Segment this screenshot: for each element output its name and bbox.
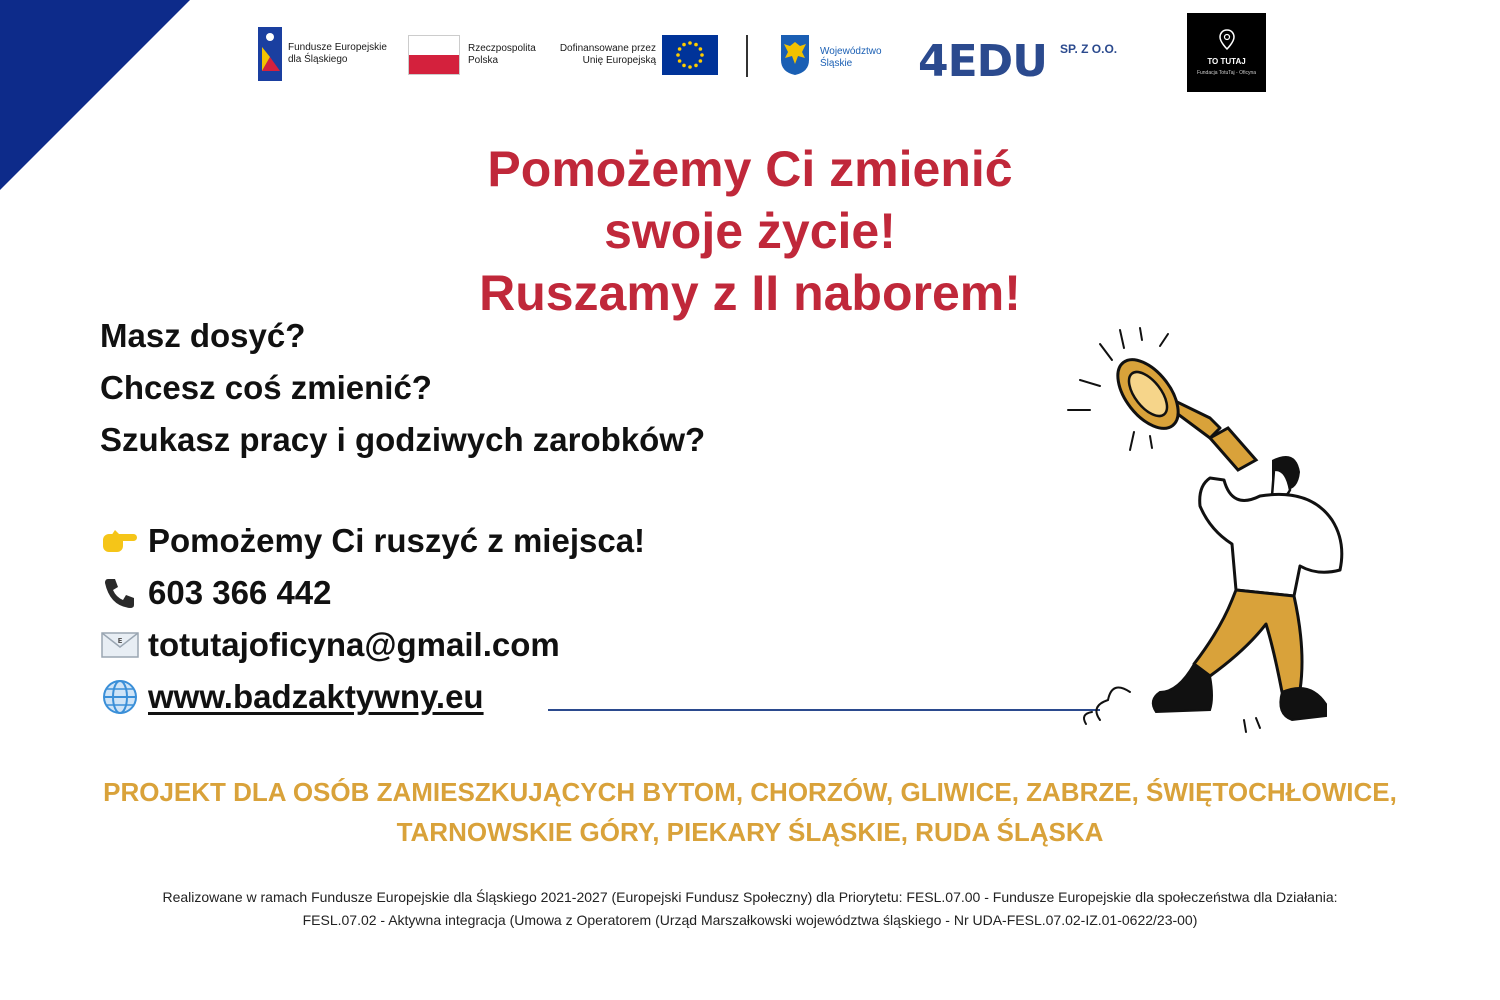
website-underline xyxy=(548,709,1100,711)
contact-website-row xyxy=(100,671,645,723)
pointing-hand-icon xyxy=(100,521,140,561)
headline-line-1: Pomożemy Ci zmienić xyxy=(487,141,1013,197)
wojewodztwo-logo xyxy=(780,34,890,81)
headline xyxy=(300,138,1200,324)
man-with-megaphone-illustration xyxy=(1060,320,1380,760)
question-2: Chcesz coś zmienić? xyxy=(100,369,432,406)
edu-logo-suffix: SP. Z O.O. xyxy=(1060,42,1118,56)
contacts-list xyxy=(100,515,645,723)
globe-icon xyxy=(100,677,140,717)
contact-email-row xyxy=(100,619,645,671)
contact-email[interactable]: totutajoficyna@gmail.com xyxy=(148,626,560,663)
website-link[interactable]: www.badzaktywny.eu xyxy=(148,678,484,715)
phone-icon xyxy=(100,573,140,613)
headline-line-3: Ruszamy z II naborem! xyxy=(479,265,1021,321)
polish-flag-icon xyxy=(408,35,460,75)
fe-logo-text: Fundusze Europejskie dla Śląskiego xyxy=(288,42,387,65)
headline-line-2: swoje życie! xyxy=(604,203,896,259)
eu-logo-text: Dofinansowane przez Unię Europejską xyxy=(559,43,656,66)
fe-emblem-icon xyxy=(258,27,282,81)
project-line-1: PROJEKT DLA OSÓB ZAMIESZKUJĄCYCH BYTOM, CHORZÓW, GLIWICE, ZABRZE, ŚWIĘTOCHŁOWICE, xyxy=(103,777,1397,807)
project-line-2: TARNOWSKIE GÓRY, PIEKARY ŚLĄSKIE, RUDA ŚLĄSKA xyxy=(396,817,1104,847)
rp-logo-text: Rzeczpospolita Polska xyxy=(468,43,536,66)
logo-bar xyxy=(0,0,1500,110)
contact-help-text: Pomożemy Ci ruszyć z miejsca! xyxy=(148,522,646,559)
question-3: Szukasz pracy i godziwych zarobków? xyxy=(100,421,706,458)
totutaj-logo-text: TO TUTAJ xyxy=(1207,57,1246,66)
project-area-notice xyxy=(20,772,1480,852)
contact-help-row xyxy=(100,515,645,567)
wojewodztwo-logo-text: Województwo Śląskie xyxy=(820,45,882,69)
contact-phone[interactable]: 603 366 442 xyxy=(148,574,332,611)
rp-logo xyxy=(408,35,540,75)
question-1: Masz dosyć? xyxy=(100,317,306,354)
eu-logo xyxy=(556,35,718,75)
location-pin-icon xyxy=(1218,29,1236,51)
envelope-icon xyxy=(100,625,140,665)
totutaj-logo-subtext: Fundacja TotuTaj - Oficyna xyxy=(1196,70,1257,76)
silesia-eagle-icon xyxy=(780,34,810,81)
eu-flag-icon xyxy=(662,35,718,75)
fe-logo xyxy=(258,27,398,81)
contact-phone-row xyxy=(100,567,645,619)
edu-logo xyxy=(918,36,1047,87)
logo-divider xyxy=(746,35,748,77)
svg-text:E: E xyxy=(117,637,123,645)
totutaj-logo xyxy=(1187,13,1266,92)
funding-footnote: Realizowane w ramach Fundusze Europejskie dla Śląskiego 2021-2027 (Europejski Fundusz Społeczny) dla Priorytetu: FESL.07.00 - Fundusze Europejskie dla społeczeństwa dla Działania: FESL.07.02 - Aktywna integracja (Umowa z Operatorem (Urząd Marszałkowski województwa śląskiego - Nr UDA-FESL.07.02-IZ.01-0622/23-00) xyxy=(162,889,1338,928)
questions-list xyxy=(100,310,705,466)
edu-logo-text: 4EDU xyxy=(918,36,1047,87)
